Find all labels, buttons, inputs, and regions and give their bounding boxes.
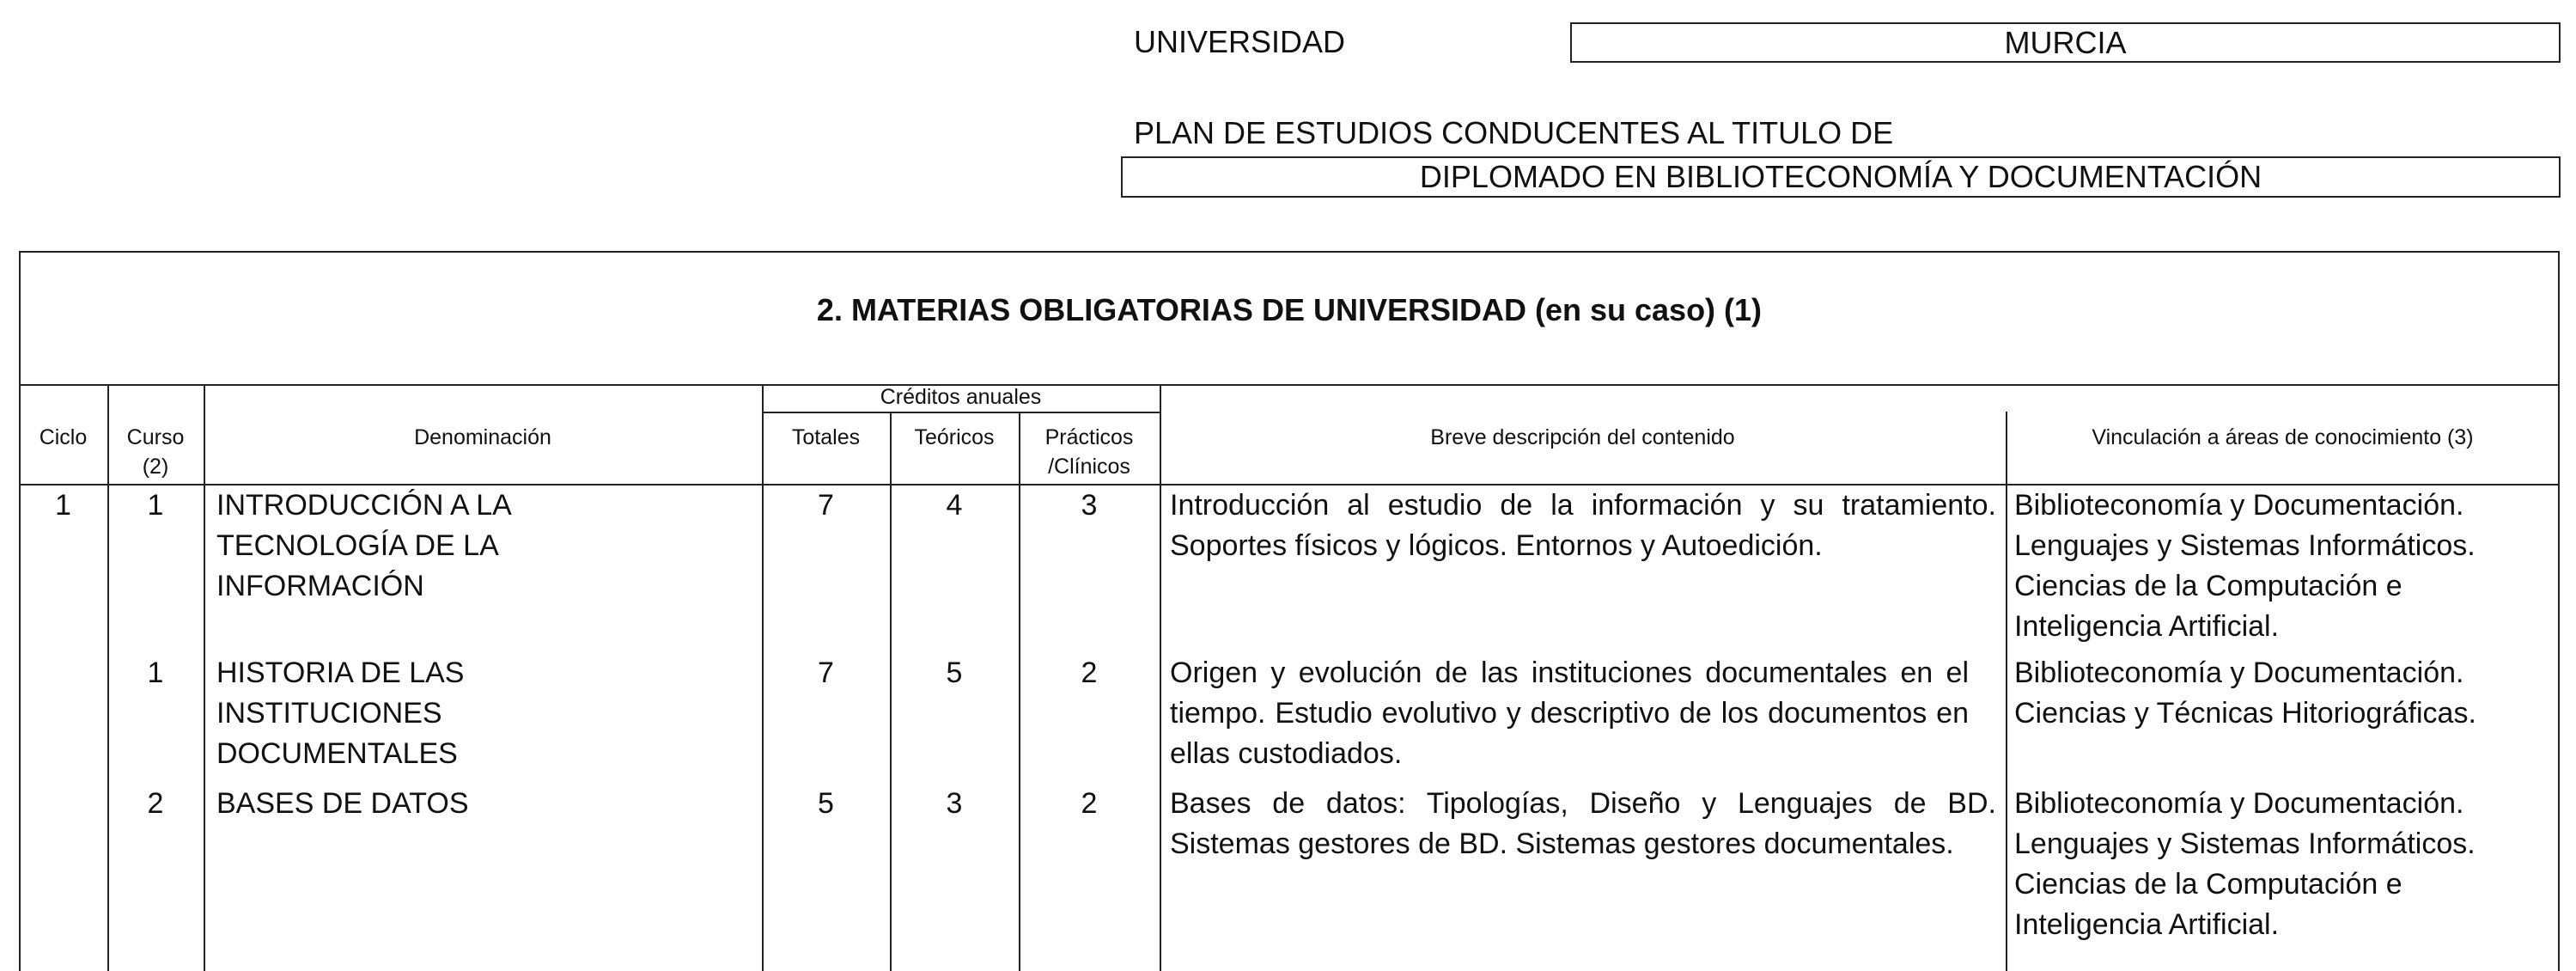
col-divider-descripcion xyxy=(2006,412,2007,971)
row3-practicos: 2 xyxy=(1081,787,1098,820)
row3-teoricos: 3 xyxy=(946,787,963,820)
row2-curso: 1 xyxy=(147,656,164,689)
row1-denominacion-line: INTRODUCCIÓN A LA xyxy=(216,489,512,522)
row3-area: Biblioteconomía y Documentación. xyxy=(2014,787,2464,820)
row3-area: Ciencias de la Computación e xyxy=(2014,868,2402,901)
row2-practicos: 2 xyxy=(1081,656,1098,689)
row1-ciclo: 1 xyxy=(55,489,71,522)
row3-areas xyxy=(2014,784,2557,945)
row3-denominacion xyxy=(216,784,753,824)
row2-area: Ciencias y Técnicas Hitoriográficas. xyxy=(2014,697,2476,730)
row3-area: Inteligencia Artificial. xyxy=(2014,908,2280,941)
row1-area: Lenguajes y Sistemas Informáticos. xyxy=(2014,529,2476,562)
col-header-curso: Curso xyxy=(126,425,185,449)
row1-teoricos: 4 xyxy=(946,489,963,522)
col-header-ciclo: Ciclo xyxy=(39,425,88,449)
col-header-curso-note: (2) xyxy=(142,455,169,479)
row2-denominacion-line: HISTORIA DE LAS xyxy=(216,656,465,689)
row1-denominacion-line: INFORMACIÓN xyxy=(216,570,424,602)
row1-areas xyxy=(2014,486,2557,647)
row1-denominacion-line: TECNOLOGÍA DE LA xyxy=(216,529,499,562)
col-header-vinculacion: Vinculación a áreas de conocimiento (3) xyxy=(2092,425,2474,449)
creditos-divider xyxy=(762,412,1160,413)
row2-teoricos: 5 xyxy=(946,656,963,689)
row2-denominacion-line: INSTITUCIONES xyxy=(216,697,442,730)
row1-area: Biblioteconomía y Documentación. xyxy=(2014,489,2464,522)
col-divider-curso xyxy=(204,384,205,971)
universidad-label: UNIVERSIDAD xyxy=(1134,24,1346,59)
row2-totales: 7 xyxy=(818,656,834,689)
row1-denominacion xyxy=(216,486,753,607)
row1-totales: 7 xyxy=(818,489,834,522)
col-header-practicos: Prácticos xyxy=(1044,425,1134,449)
row1-descripcion: Introducción al estudio de la información y su tratamiento. Soportes físicos y lógicos. Entornos y Autoedición. xyxy=(1170,489,1996,562)
universidad-value-box: MURCIA xyxy=(1570,22,2561,63)
col-divider-creditos xyxy=(1160,384,1161,971)
row2-denominacion-line: DOCUMENTALES xyxy=(216,737,458,770)
plan-label: PLAN DE ESTUDIOS CONDUCENTES AL TITULO DE xyxy=(1134,115,1894,150)
row1-curso: 1 xyxy=(147,489,164,522)
row3-descripcion: Bases de datos: Tipologías, Diseño y Lenguajes de BD. Sistemas gestores de BD. Sistemas gestores documentales. xyxy=(1170,787,1996,860)
col-header-teoricos: Teóricos xyxy=(914,425,995,449)
row2-descripcion: Origen y evolución de las instituciones documentales en el tiempo. Estudio evolutivo y descriptivo de los documentos en ellas custodiados. xyxy=(1170,656,1969,770)
row1-area: Inteligencia Artificial. xyxy=(2014,610,2280,643)
title-divider xyxy=(19,384,2560,386)
row3-curso: 2 xyxy=(147,787,164,820)
row3-denominacion-line: BASES DE DATOS xyxy=(216,787,469,820)
row3-area: Lenguajes y Sistemas Informáticos. xyxy=(2014,827,2476,860)
col-header-practicos-clinicos: /Clínicos xyxy=(1048,455,1130,479)
creditos-anuales-header: Créditos anuales xyxy=(880,385,1042,409)
col-header-descripcion: Breve descripción del contenido xyxy=(1430,425,1735,449)
col-header-totales: Totales xyxy=(791,425,861,449)
row1-area: Ciencias de la Computación e xyxy=(2014,570,2402,602)
col-header-denominacion: Denominación xyxy=(414,425,551,449)
row2-denominacion xyxy=(216,653,753,774)
row2-areas xyxy=(2014,653,2557,734)
titulo-value-box: DIPLOMADO EN BIBLIOTECONOMÍA Y DOCUMENTACIÓN xyxy=(1121,156,2561,198)
row3-totales: 5 xyxy=(818,787,834,820)
section-title: 2. MATERIAS OBLIGATORIAS DE UNIVERSIDAD (en su caso) (1) xyxy=(816,292,1763,327)
row2-area: Biblioteconomía y Documentación. xyxy=(2014,656,2464,689)
row1-practicos: 3 xyxy=(1081,489,1098,522)
